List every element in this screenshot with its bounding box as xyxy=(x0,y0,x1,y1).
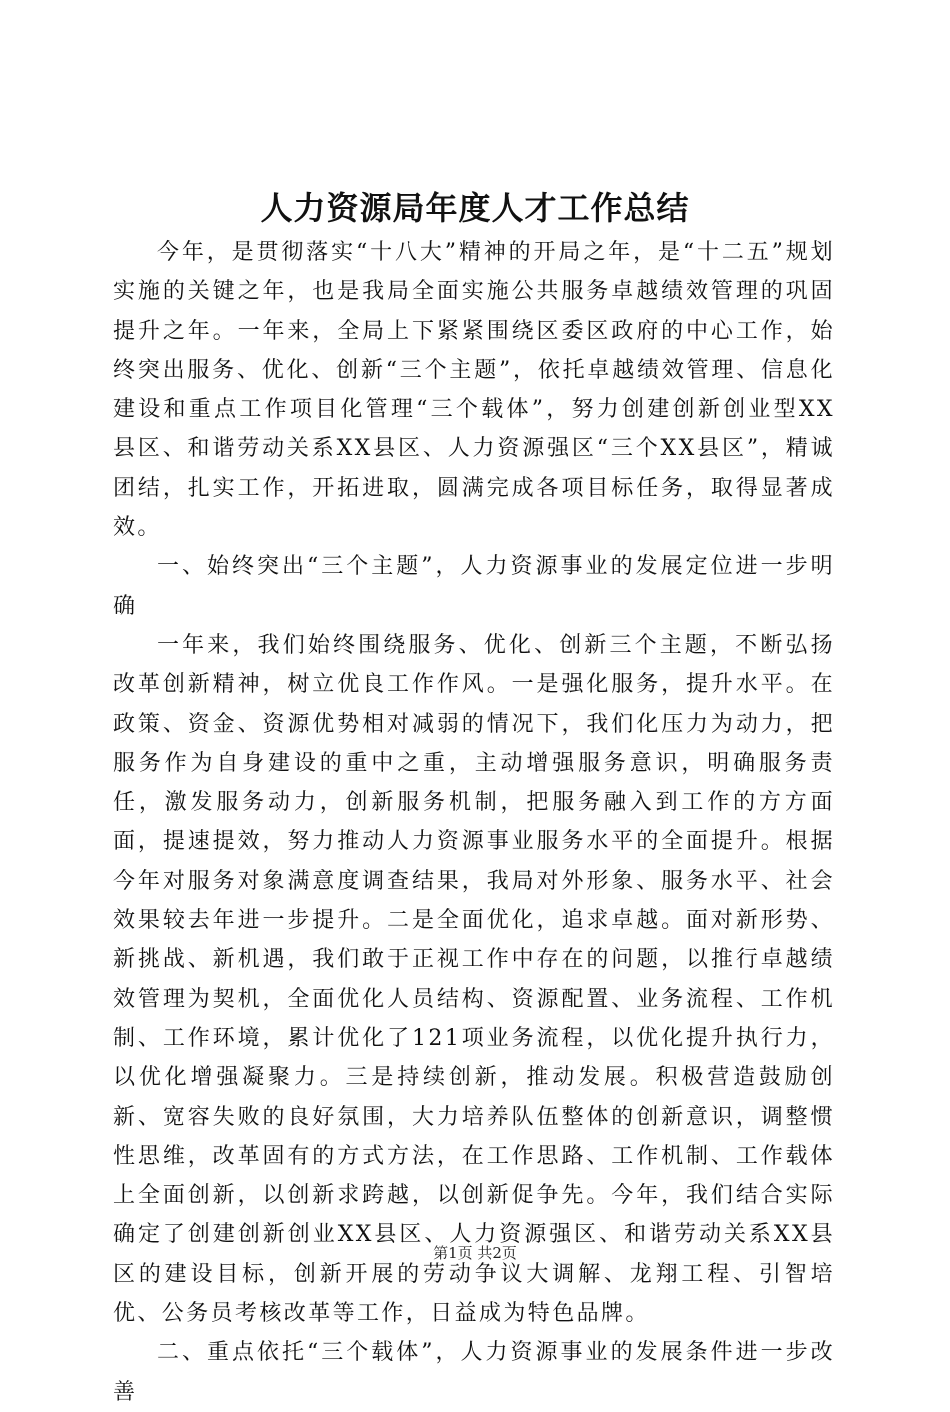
paragraph-section-1: 一年来，我们始终围绕服务、优化、创新三个主题，不断弘扬改革创新精神，树立优良工作作风。一是强化服务，提升水平。在政策、资金、资源优势相对减弱的情况下，我们化压力为动力，把服务作为自身建设的重中之重，主动增强服务意识，明确服务责任，激发服务动力，创新服务机制，把服务融入到工作的方方面面，提速提效，努力推动人力资源事业服务水平的全面提升。根据今年对服务对象满意度调查结果，我局对外形象、服务水平、社会效果较去年进一步提升。二是全面优化，追求卓越。面对新形势、新挑战、新机遇，我们敢于正视工作中存在的问题，以推行卓越绩效管理为契机，全面优化人员结构、资源配置、业务流程、工作机制、工作环境，累计优化了121项业务流程，以优化提升执行力，以优化增强凝聚力。三是持续创新，推动发展。积极营造鼓励创新、宽容失败的良好氛围，大力培养队伍整体的创新意识，调整惯性思维，改革固有的方式方法，在工作思路、工作机制、工作载体上全面创新，以创新求跨越，以创新促争先。今年，我们结合实际确定了创建创新创业XX县区、人力资源强区、和谐劳动关系XX县区的建设目标，创新开展的劳动争议大调解、龙翔工程、引智培优、公务员考核改革等工作，日益成为特色品牌。 xyxy=(113,632,835,1327)
document-body xyxy=(113,233,835,1412)
section-heading-2: 二、重点依托“三个载体”，人力资源事业的发展条件进一步改善 xyxy=(113,1340,835,1405)
document-title: 人力资源局年度人才工作总结 xyxy=(260,189,690,227)
section-heading-1: 一、始终突出“三个主题”，人力资源事业的发展定位进一步明确 xyxy=(113,554,835,619)
paragraph-intro: 今年，是贯彻落实“十八大”精神的开局之年，是“十二五”规划实施的关键之年，也是我局全面实施公共服务卓越绩效管理的巩固提升之年。一年来，全局上下紧紧围绕区委区政府的中心工作，始终突出服务、优化、创新“三个主题”，依托卓越绩效管理、信息化建设和重点工作项目化管理“三个载体”，努力创建创新创业型XX县区、和谐劳动关系XX县区、人力资源强区“三个XX县区”，精诚团结，扎实工作，开拓进取，圆满完成各项目标任务，取得显著成效。 xyxy=(113,240,835,541)
page-number-footer: 第1页 共2页 xyxy=(433,1244,517,1262)
